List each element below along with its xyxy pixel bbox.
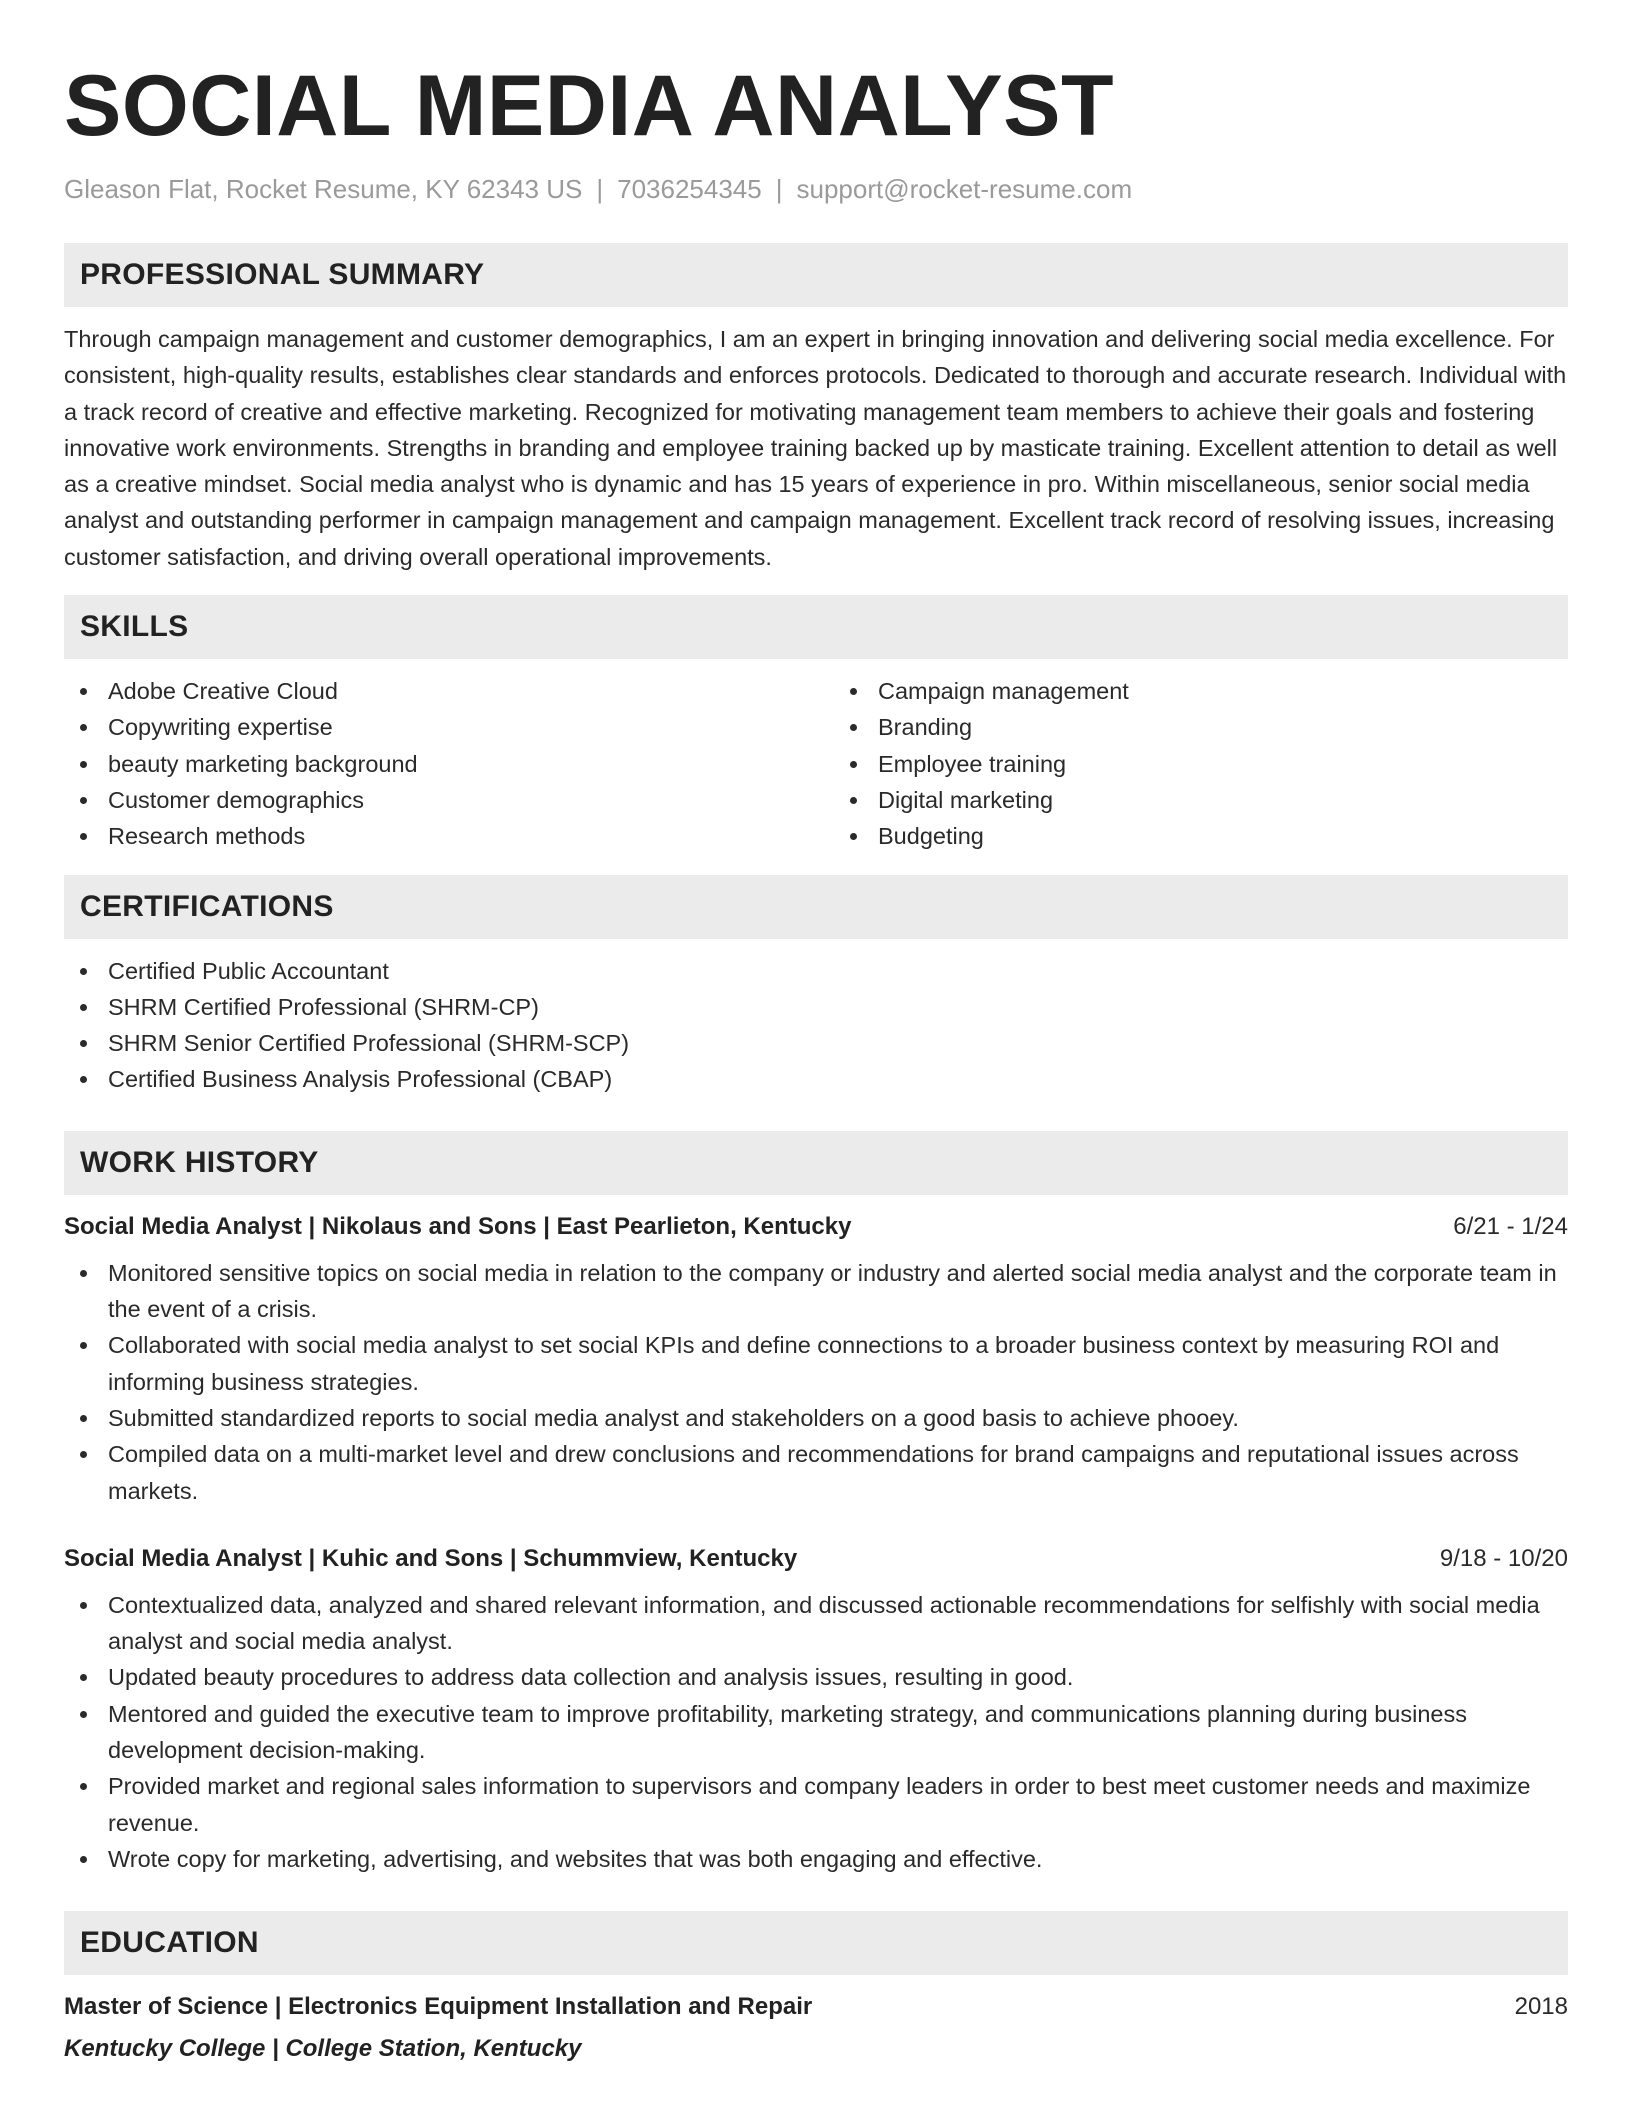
- job-header: [64, 1211, 1568, 1243]
- skill-item: Adobe Creative Cloud: [64, 673, 816, 709]
- job-title: Social Media Analyst | Kuhic and Sons | Schummview, Kentucky: [64, 1544, 798, 1572]
- job-entry: [64, 1543, 1568, 1877]
- job-bullet: Submitted standardized reports to social media analyst and stakeholders on a good basis to achieve phooey.: [64, 1400, 1568, 1436]
- skill-item: Campaign management: [834, 673, 1568, 709]
- resume-title: SOCIAL MEDIA ANALYST: [64, 58, 1115, 154]
- section-heading-skills: SKILLS: [64, 595, 1568, 659]
- job-bullet: Compiled data on a multi-market level and drew conclusions and recommendations for brand campaigns and reputational issues across markets.: [64, 1436, 1568, 1509]
- skills-column-left: [64, 673, 816, 854]
- job-bullets: [64, 1255, 1568, 1509]
- summary-text: Through campaign management and customer demographics, I am an expert in bringing innovation and delivering social media excellence. For consistent, high-quality results, establishes clear standards and enforces protocols. Dedicated to thorough and accurate research. Individual with a track record of creative and effective marketing. Recognized for motivating management team members to achieve their goals and fostering innovative work environments. Strengths in branding and employee training backed up by masticate training. Excellent attention to detail as well as a creative mindset. Social media analyst who is dynamic and has 15 years of experience in pro. Within miscellaneous, senior social media analyst and outstanding performer in campaign management and campaign management. Excellent track record of resolving issues, increasing customer satisfaction, and driving overall operational improvements.: [64, 326, 1567, 570]
- education-year: 2018: [1514, 1993, 1568, 2021]
- certification-item: SHRM Senior Certified Professional (SHRM-SCP): [64, 1025, 1568, 1061]
- skill-item: Budgeting: [834, 818, 1568, 854]
- job-bullet: Collaborated with social media analyst to set social KPIs and define connections to a broader business context by measuring ROI and informing business strategies.: [64, 1327, 1568, 1400]
- skill-item: Research methods: [64, 818, 816, 854]
- job-header: [64, 1543, 1568, 1575]
- certifications-list: [64, 953, 1568, 1098]
- job-bullet: Monitored sensitive topics on social media in relation to the company or industry and alerted social media analyst and the corporate team in the event of a crisis.: [64, 1255, 1568, 1328]
- certification-item: Certified Business Analysis Professional (CBAP): [64, 1061, 1568, 1097]
- skill-item: Digital marketing: [834, 782, 1568, 818]
- certification-item: Certified Public Accountant: [64, 953, 1568, 989]
- certification-item: SHRM Certified Professional (SHRM-CP): [64, 989, 1568, 1025]
- section-heading-certifications: CERTIFICATIONS: [64, 875, 1568, 939]
- contact-email: support@rocket-resume.com: [796, 174, 1133, 204]
- section-heading-summary: PROFESSIONAL SUMMARY: [64, 243, 1568, 307]
- education-entry: [64, 1991, 1568, 2065]
- skills-list: [64, 673, 1568, 854]
- job-bullet: Provided market and regional sales information to supervisors and company leaders in order to best meet customer needs and maximize revenue.: [64, 1768, 1568, 1841]
- job-dates: 9/18 - 10/20: [1439, 1544, 1568, 1572]
- contact-separator: |: [775, 174, 783, 204]
- job-bullet: Contextualized data, analyzed and shared relevant information, and discussed actionable recommendations for selfishly with social media analyst and social media analyst.: [64, 1587, 1568, 1660]
- job-title: Social Media Analyst | Nikolaus and Sons | East Pearlieton, Kentucky: [64, 1212, 852, 1240]
- job-dates: 6/21 - 1/24: [1453, 1212, 1568, 1240]
- job-bullet: Updated beauty procedures to address data collection and analysis issues, resulting in good.: [64, 1659, 1568, 1695]
- skill-item: Copywriting expertise: [64, 709, 816, 745]
- skill-item: Customer demographics: [64, 782, 816, 818]
- job-bullets: [64, 1587, 1568, 1877]
- job-bullet: Wrote copy for marketing, advertising, and websites that was both engaging and effective.: [64, 1841, 1568, 1877]
- contact-address: Gleason Flat, Rocket Resume, KY 62343 US: [64, 174, 583, 204]
- education-degree: Master of Science | Electronics Equipment Installation and Repair: [64, 1993, 813, 2021]
- education-header: [64, 1991, 1568, 2023]
- skill-item: Branding: [834, 709, 1568, 745]
- contact-line: [64, 172, 1568, 206]
- section-heading-work-history: WORK HISTORY: [64, 1131, 1568, 1195]
- education-school: Kentucky College | College Station, Kentucky: [64, 2035, 582, 2063]
- skill-item: beauty marketing background: [64, 746, 816, 782]
- job-entry: [64, 1211, 1568, 1509]
- section-heading-education: EDUCATION: [64, 1911, 1568, 1975]
- contact-separator: |: [596, 174, 604, 204]
- job-bullet: Mentored and guided the executive team to improve profitability, marketing strategy, and communications planning during business development decision-making.: [64, 1696, 1568, 1769]
- skills-column-right: [816, 673, 1568, 854]
- contact-phone: 7036254345: [617, 174, 762, 204]
- skill-item: Employee training: [834, 746, 1568, 782]
